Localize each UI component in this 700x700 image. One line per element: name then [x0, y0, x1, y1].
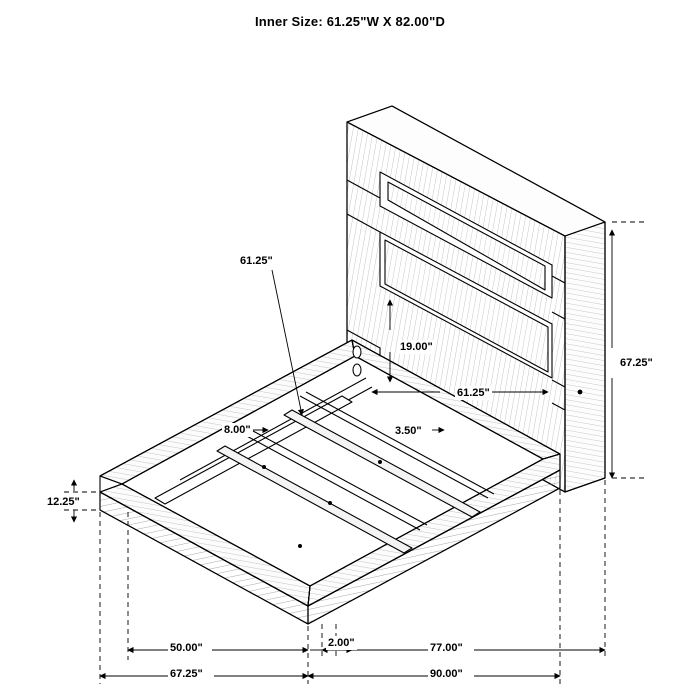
page-title: Inner Size: 61.25"W X 82.00"D — [254, 14, 446, 29]
dimension-label-inner-width-callout: 61.25" — [240, 255, 273, 267]
dimension-label-overall-height: 67.25" — [620, 357, 653, 369]
dimension-label-overall-depth-total: 67.25" — [170, 668, 203, 680]
dimension-label-rail-width: 8.00" — [224, 424, 251, 436]
dimension-label-headboard-panel-height: 19.00" — [400, 341, 433, 353]
dimension-label-deck-height: 12.25" — [47, 496, 80, 508]
dimension-label-side-depth-partial: 50.00" — [170, 642, 203, 654]
dimension-label-overall-width-total: 90.00" — [430, 668, 463, 680]
dimension-label-slat-width: 3.50" — [395, 425, 422, 437]
dimension-label-inner-width-deck: 61.25" — [457, 387, 490, 399]
dimension-label-footboard-thickness: 2.00" — [328, 637, 355, 649]
dimension-label-overall-depth-front: 77.00" — [430, 642, 463, 654]
